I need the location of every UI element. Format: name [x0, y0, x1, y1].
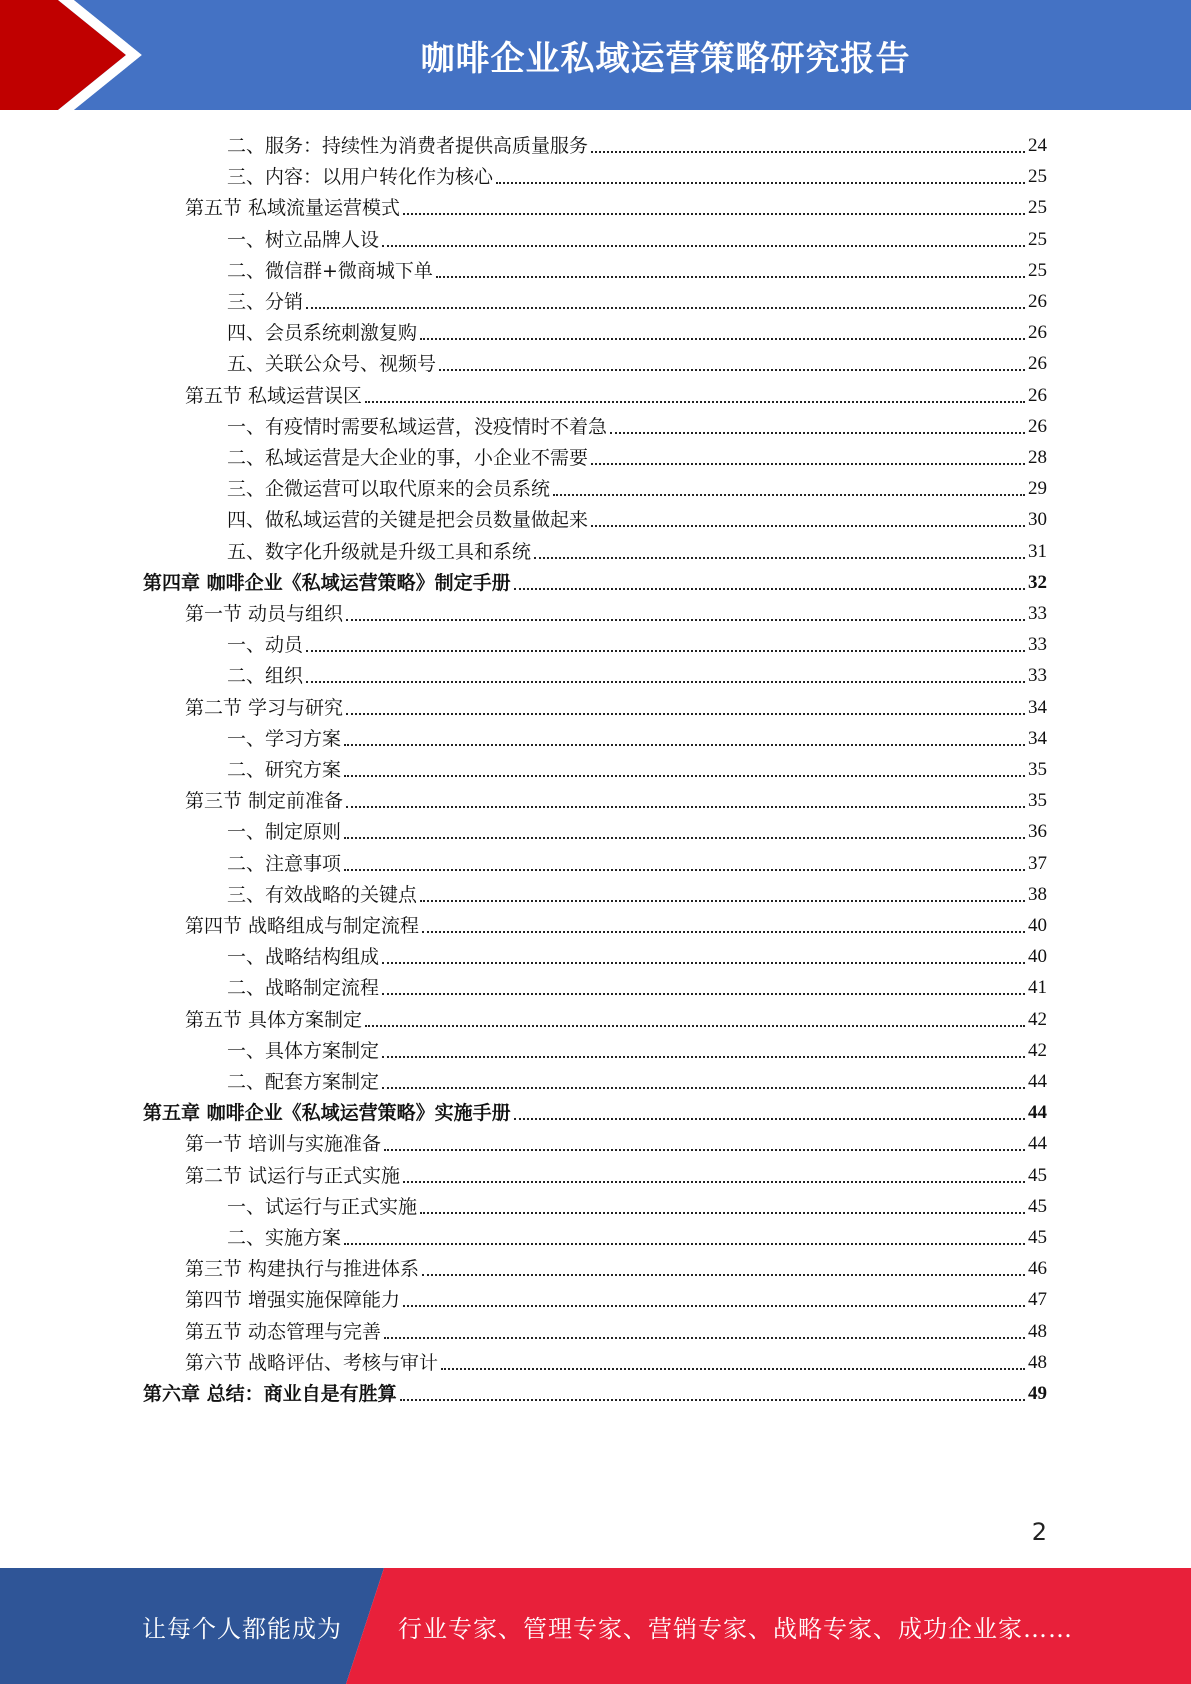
toc-entry-title: 一、制定原则: [227, 821, 342, 843]
toc-dot-leader: [534, 556, 1025, 559]
toc-dot-leader: [344, 1242, 1025, 1245]
toc-entry-title: 第四章 咖啡企业《私域运营策略》制定手册: [143, 572, 511, 594]
toc-entry-title: 一、具体方案制定: [227, 1040, 380, 1062]
toc-dot-leader: [365, 400, 1025, 403]
toc-entry-title: 一、树立品牌人设: [227, 229, 380, 251]
toc-entry-title: 一、学习方案: [227, 728, 342, 750]
toc-entry-page: 30: [1028, 509, 1047, 530]
toc-entry[interactable]: [227, 658, 1047, 689]
footer-slogan-left: 让每个人都能成为: [142, 1614, 342, 1643]
toc-entry-title: 二、私域运营是大企业的事，小企业不需要: [227, 447, 589, 469]
toc-entry-title: 第五节 具体方案制定: [185, 1009, 363, 1031]
toc-entry[interactable]: [185, 1251, 1047, 1282]
toc-dot-leader: [344, 743, 1025, 746]
toc-entry[interactable]: [227, 846, 1047, 877]
toc-dot-leader: [591, 150, 1025, 153]
toc-entry-page: 48: [1028, 1352, 1047, 1373]
toc-dot-leader: [610, 431, 1025, 434]
toc-entry[interactable]: [185, 1002, 1047, 1033]
toc-dot-leader: [346, 805, 1025, 808]
toc-dot-leader: [591, 524, 1025, 527]
toc-entry-page: 45: [1028, 1196, 1047, 1217]
toc-entry-title: 第四节 战略组成与制定流程: [185, 915, 420, 937]
toc-entry-title: 二、配套方案制定: [227, 1071, 380, 1093]
toc-entry-title: 四、做私域运营的关键是把会员数量做起来: [227, 509, 589, 531]
toc-dot-leader: [346, 618, 1025, 621]
toc-dot-leader: [553, 493, 1025, 496]
toc-entry[interactable]: [227, 471, 1047, 502]
toc-entry-page: 34: [1028, 697, 1047, 718]
toc-entry-page: 40: [1028, 946, 1047, 967]
toc-entry-page: 49: [1028, 1383, 1047, 1404]
toc-dot-leader: [382, 1055, 1025, 1058]
toc-entry[interactable]: [143, 1376, 1047, 1407]
toc-entry-title: 二、注意事项: [227, 853, 342, 875]
toc-entry-page: 29: [1028, 478, 1047, 499]
toc-entry[interactable]: [227, 721, 1047, 752]
toc-dot-leader: [344, 774, 1025, 777]
toc-entry[interactable]: [227, 346, 1047, 377]
toc-dot-leader: [306, 649, 1025, 652]
toc-entry-page: 45: [1028, 1165, 1047, 1186]
page-header: [0, 0, 1191, 110]
toc-dot-leader: [384, 1336, 1025, 1339]
toc-entry[interactable]: [143, 1095, 1047, 1126]
toc-entry-title: 二、研究方案: [227, 759, 342, 781]
toc-entry-title: 第五节 私域流量运营模式: [185, 197, 401, 219]
toc-dot-leader: [420, 899, 1025, 902]
toc-entry[interactable]: [227, 440, 1047, 471]
toc-dot-leader: [422, 930, 1025, 933]
toc-entry-title: 第三节 构建执行与推进体系: [185, 1258, 420, 1280]
toc-entry-page: 28: [1028, 447, 1047, 468]
toc-entry-title: 一、战略结构组成: [227, 946, 380, 968]
toc-entry[interactable]: [185, 1345, 1047, 1376]
toc-entry-title: 二、微信群+微商城下单: [227, 260, 433, 282]
toc-entry[interactable]: [227, 534, 1047, 565]
toc-entry[interactable]: [185, 1158, 1047, 1189]
toc-entry[interactable]: [227, 1189, 1047, 1220]
toc-entry[interactable]: [185, 1126, 1047, 1157]
toc-entry[interactable]: [185, 690, 1047, 721]
toc-entry[interactable]: [185, 1282, 1047, 1313]
toc-entry-title: 三、有效战略的关键点: [227, 884, 418, 906]
page-footer: [0, 1568, 1191, 1684]
toc-entry-title: 一、试运行与正式实施: [227, 1196, 418, 1218]
toc-entry-title: 第六节 战略评估、考核与审计: [185, 1352, 439, 1374]
toc-entry-title: 四、会员系统刺激复购: [227, 322, 418, 344]
toc-entry-page: 44: [1028, 1102, 1047, 1123]
toc-entry[interactable]: [227, 1220, 1047, 1251]
toc-entry-page: 46: [1028, 1258, 1047, 1279]
toc-dot-leader: [306, 680, 1025, 683]
toc-entry-page: 32: [1028, 572, 1047, 593]
toc-entry[interactable]: [227, 222, 1047, 253]
toc-entry-page: 26: [1028, 322, 1047, 343]
toc-entry-title: 第三节 制定前准备: [185, 790, 344, 812]
toc-dot-leader: [436, 275, 1025, 278]
toc-entry-page: 25: [1028, 166, 1047, 187]
toc-entry-title: 一、有疫情时需要私域运营，没疫情时不着急: [227, 416, 608, 438]
toc-entry-page: 26: [1028, 416, 1047, 437]
toc-entry[interactable]: [227, 970, 1047, 1001]
toc-entry-page: 48: [1028, 1321, 1047, 1342]
toc-entry[interactable]: [185, 378, 1047, 409]
toc-entry-title: 二、服务：持续性为消费者提供高质量服务: [227, 135, 589, 157]
toc-dot-leader: [382, 992, 1025, 995]
toc-entry-title: 第二节 试运行与正式实施: [185, 1165, 401, 1187]
toc-dot-leader: [382, 244, 1025, 247]
toc-dot-leader: [365, 1024, 1025, 1027]
toc-entry[interactable]: [227, 877, 1047, 908]
header-chevron-decoration: [0, 0, 160, 110]
toc-entry[interactable]: [227, 159, 1047, 190]
toc-entry-page: 31: [1028, 541, 1047, 562]
toc-entry-page: 35: [1028, 759, 1047, 780]
toc-entry-title: 三、内容：以用户转化作为核心: [227, 166, 494, 188]
toc-entry-page: 25: [1028, 197, 1047, 218]
toc-entry-page: 47: [1028, 1289, 1047, 1310]
toc-entry-page: 42: [1028, 1009, 1047, 1030]
toc-entry-title: 三、分销: [227, 291, 304, 313]
toc-entry-page: 37: [1028, 853, 1047, 874]
toc-dot-leader: [420, 337, 1025, 340]
toc-entry[interactable]: [185, 783, 1047, 814]
toc-dot-leader: [439, 368, 1025, 371]
toc-entry-page: 33: [1028, 665, 1047, 686]
toc-entry[interactable]: [227, 502, 1047, 533]
toc-dot-leader: [403, 1180, 1025, 1183]
toc-entry-title: 第五节 私域运营误区: [185, 385, 363, 407]
toc-entry-page: 45: [1028, 1227, 1047, 1248]
toc-dot-leader: [346, 712, 1025, 715]
toc-entry-title: 第一节 培训与实施准备: [185, 1133, 382, 1155]
toc-entry-page: 34: [1028, 728, 1047, 749]
toc-entry-page: 24: [1028, 135, 1047, 156]
toc-entry-page: 36: [1028, 821, 1047, 842]
toc-entry-page: 25: [1028, 229, 1047, 250]
toc-entry-page: 44: [1028, 1071, 1047, 1092]
toc-entry[interactable]: [227, 409, 1047, 440]
toc-entry[interactable]: [227, 253, 1047, 284]
toc-dot-leader: [441, 1367, 1025, 1370]
toc-entry-title: 第一节 动员与组织: [185, 603, 344, 625]
toc-entry-page: 25: [1028, 260, 1047, 281]
toc-dot-leader: [422, 1273, 1025, 1276]
toc-entry-title: 二、战略制定流程: [227, 977, 380, 999]
toc-entry-title: 二、组织: [227, 665, 304, 687]
toc-entry-page: 38: [1028, 884, 1047, 905]
toc-entry-title: 第五章 咖啡企业《私域运营策略》实施手册: [143, 1102, 511, 1124]
toc-entry-page: 26: [1028, 291, 1047, 312]
toc-entry-page: 41: [1028, 977, 1047, 998]
page-number: 2: [1031, 1518, 1047, 1546]
toc-entry[interactable]: [227, 315, 1047, 346]
toc-entry[interactable]: [227, 284, 1047, 315]
toc-dot-leader: [591, 462, 1025, 465]
toc-dot-leader: [382, 961, 1025, 964]
toc-entry[interactable]: [143, 565, 1047, 596]
toc-entry[interactable]: [185, 596, 1047, 627]
toc-entry[interactable]: [227, 752, 1047, 783]
toc-entry-page: 26: [1028, 353, 1047, 374]
toc-entry[interactable]: [227, 1033, 1047, 1064]
footer-slogan-right: 行业专家、管理专家、营销专家、战略专家、成功企业家……: [398, 1614, 1073, 1643]
toc-entry-page: 35: [1028, 790, 1047, 811]
toc-entry[interactable]: [185, 190, 1047, 221]
toc-dot-leader: [514, 587, 1025, 590]
toc-entry-title: 第六章 总结：商业自是有胜算: [143, 1383, 397, 1405]
toc-dot-leader: [344, 836, 1025, 839]
toc-dot-leader: [420, 1211, 1025, 1214]
toc-entry[interactable]: [185, 908, 1047, 939]
toc-dot-leader: [344, 868, 1025, 871]
toc-entry-title: 第五节 动态管理与完善: [185, 1321, 382, 1343]
toc-dot-leader: [496, 181, 1025, 184]
toc-entry[interactable]: [227, 627, 1047, 658]
toc-entry-title: 第二节 学习与研究: [185, 697, 344, 719]
toc-entry[interactable]: [227, 128, 1047, 159]
toc-entry-page: 26: [1028, 385, 1047, 406]
toc-dot-leader: [403, 1304, 1025, 1307]
toc-dot-leader: [384, 1148, 1025, 1151]
toc-entry-title: 三、企微运营可以取代原来的会员系统: [227, 478, 551, 500]
report-title: 咖啡企业私域运营策略研究报告: [420, 38, 911, 79]
toc-entry-page: 33: [1028, 634, 1047, 655]
toc-entry-page: 33: [1028, 603, 1047, 624]
toc-dot-leader: [400, 1398, 1025, 1401]
toc-dot-leader: [514, 1117, 1025, 1120]
toc-entry[interactable]: [185, 1314, 1047, 1345]
toc-entry-title: 第四节 增强实施保障能力: [185, 1289, 401, 1311]
toc-entry[interactable]: [227, 1064, 1047, 1095]
toc-entry-title: 五、关联公众号、视频号: [227, 353, 437, 375]
toc-entry-page: 44: [1028, 1133, 1047, 1154]
toc-entry-page: 42: [1028, 1040, 1047, 1061]
toc-entry-title: 一、动员: [227, 634, 304, 656]
toc-entry-title: 二、实施方案: [227, 1227, 342, 1249]
toc-entry-title: 五、数字化升级就是升级工具和系统: [227, 541, 532, 563]
toc-entry[interactable]: [227, 939, 1047, 970]
toc-dot-leader: [306, 306, 1025, 309]
toc-dot-leader: [382, 1086, 1025, 1089]
toc-dot-leader: [403, 212, 1025, 215]
toc-entry[interactable]: [227, 814, 1047, 845]
toc-entry-page: 40: [1028, 915, 1047, 936]
